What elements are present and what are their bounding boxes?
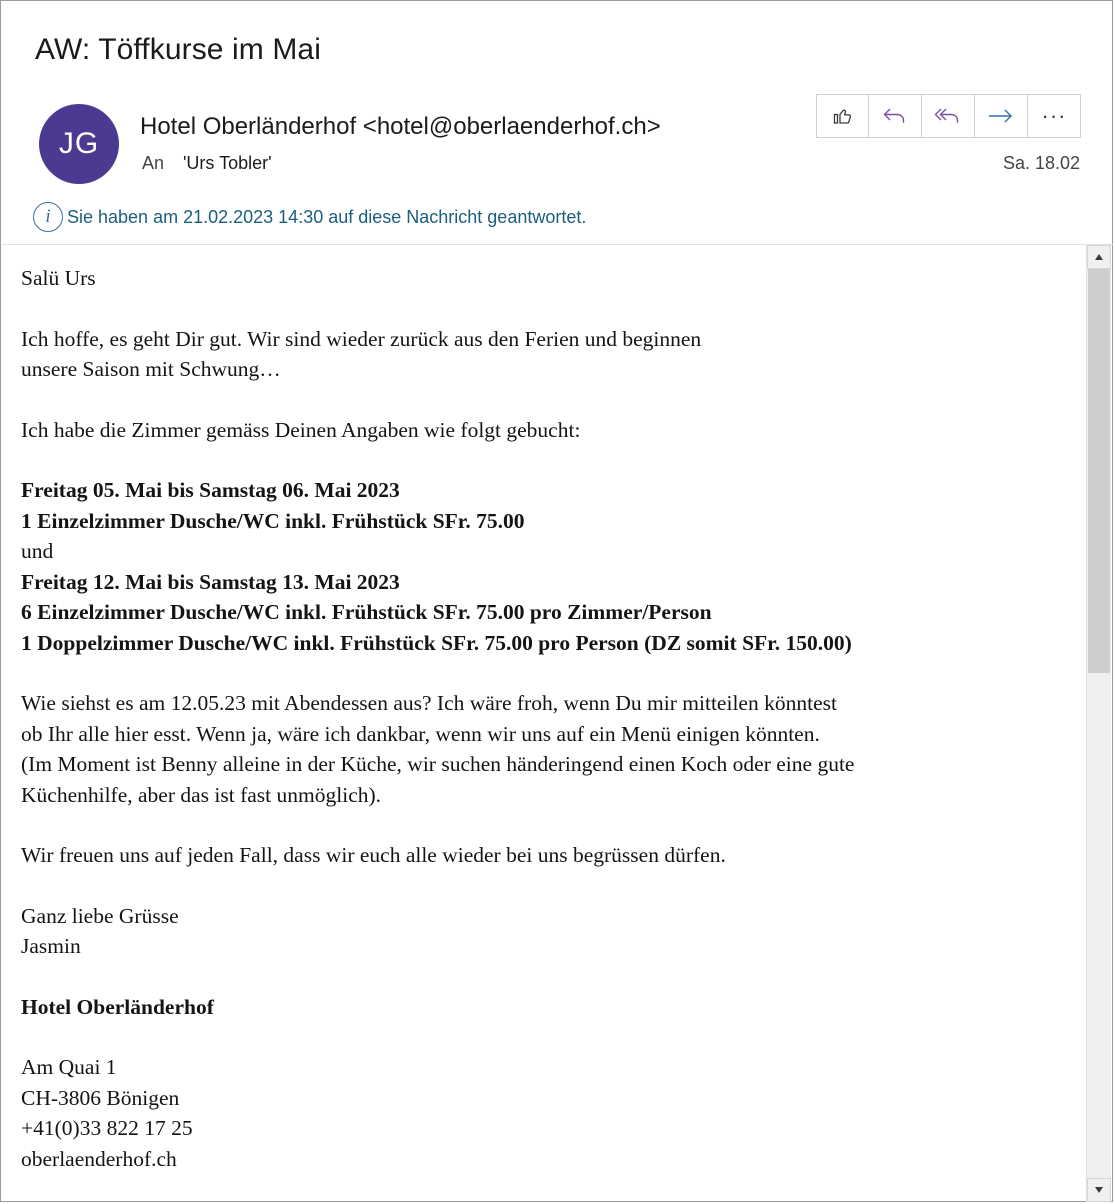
scrollbar-thumb[interactable] <box>1088 269 1110 673</box>
paragraph-3-line-3: (Im Moment ist Benny alleine in der Küche, wir suchen händeringend einen Koch oder eine gute <box>21 752 855 776</box>
sender-name[interactable]: Hotel Oberländerhof <hotel@oberlaenderhof.ch> <box>140 113 661 140</box>
like-button[interactable] <box>816 94 869 138</box>
reply-status-text: Sie haben am 21.02.2023 14:30 auf diese Nachricht geantwortet. <box>67 206 587 227</box>
more-actions-button[interactable] <box>1028 94 1081 138</box>
reply-icon <box>882 105 908 127</box>
signature-website[interactable]: oberlaenderhof.ch <box>21 1146 177 1171</box>
booking-block-2-room-1: 6 Einzelzimmer Dusche/WC inkl. Frühstück SFr. 75.00 pro Zimmer/Person <box>21 600 712 624</box>
chevron-up-icon <box>1094 253 1104 261</box>
scroll-up-button[interactable] <box>1087 245 1111 269</box>
forward-icon <box>987 106 1015 126</box>
signature-street: Am Quai 1 <box>21 1055 117 1079</box>
avatar[interactable]: JG <box>39 104 119 184</box>
vertical-scrollbar[interactable] <box>1086 245 1111 1202</box>
received-date: Sa. 18.02 <box>1002 153 1080 173</box>
reply-status-bar <box>33 202 586 232</box>
reply-button[interactable] <box>869 94 922 138</box>
paragraph-3-line-2: ob Ihr alle hier esst. Wenn ja, wäre ich dankbar, wenn wir uns auf ein Menü einigen könnten. <box>21 721 820 746</box>
scrollbar-track[interactable] <box>1088 673 1110 1178</box>
paragraph-3-line-4: Küchenhilfe, aber das ist fast unmöglich). <box>21 782 382 807</box>
closing-line-1: Ganz liebe Grüsse <box>21 903 179 928</box>
like-icon <box>831 104 855 128</box>
booking-block-1-date: Freitag 05. Mai bis Samstag 06. Mai 2023 <box>21 478 400 502</box>
reply-all-button[interactable] <box>922 94 975 138</box>
scroll-down-button[interactable] <box>1087 1178 1111 1202</box>
page-title: AW: Töffkurse im Mai <box>35 33 321 66</box>
paragraph-2: Ich habe die Zimmer gemäss Deinen Angaben wie folgt gebucht: <box>21 417 581 442</box>
booking-block-2-room-2: 1 Doppelzimmer Dusche/WC inkl. Frühstück SFr. 75.00 pro Person (DZ somit SFr. 150.00) <box>21 630 852 655</box>
signature-city: CH-3806 Bönigen <box>21 1085 180 1110</box>
info-icon: i <box>33 202 63 232</box>
booking-conjunction: und <box>21 539 54 563</box>
greeting-line: Salü Urs <box>21 266 96 290</box>
closing-line-2: Jasmin <box>21 934 81 958</box>
paragraph-1-line-2: unsere Saison mit Schwung… <box>21 357 281 381</box>
recipient-value[interactable]: 'Urs Tobler' <box>183 153 272 173</box>
reply-all-icon <box>934 105 962 127</box>
signature-name: Hotel Oberländerhof <box>21 994 214 1019</box>
booking-block-1-room: 1 Einzelzimmer Dusche/WC inkl. Frühstück SFr. 75.00 <box>21 508 525 533</box>
chevron-down-icon <box>1094 1186 1104 1194</box>
recipient-label: An <box>142 153 165 173</box>
paragraph-3-line-1: Wie siehst es am 12.05.23 mit Abendessen aus? Ich wäre froh, wenn Du mir mitteilen könntest <box>21 691 837 715</box>
booking-block-2-date: Freitag 12. Mai bis Samstag 13. Mai 2023 <box>21 569 400 594</box>
action-toolbar <box>816 94 1081 138</box>
signature-phone: +41(0)33 822 17 25 <box>21 1116 193 1140</box>
message-body <box>2 245 1088 1202</box>
forward-button[interactable] <box>975 94 1028 138</box>
message-body-text <box>21 263 1061 1174</box>
paragraph-4: Wir freuen uns auf jeden Fall, dass wir euch alle wieder bei uns begrüssen dürfen. <box>21 843 726 867</box>
more-actions-icon: ··· <box>1041 103 1067 128</box>
paragraph-1-line-1: Ich hoffe, es geht Dir gut. Wir sind wieder zurück aus den Ferien und beginnen <box>21 326 702 351</box>
